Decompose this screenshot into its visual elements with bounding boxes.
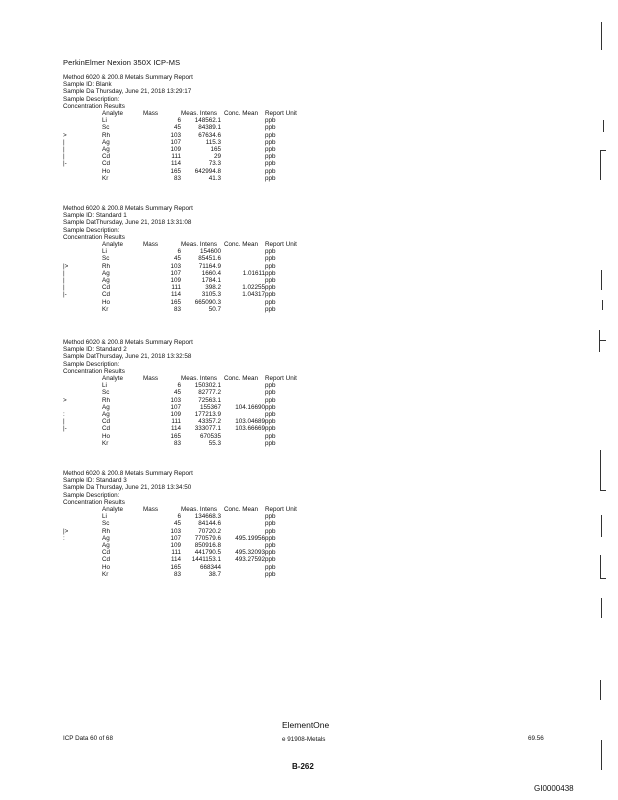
cell-conc-mean: 1.04317 [242, 291, 265, 299]
cell-meas-intens: 398.2 [205, 284, 221, 292]
table-row [63, 298, 276, 306]
row-marker: |> [63, 262, 69, 270]
sample-date-line: Sample DatThursday, June 21, 2018 13:32:58 [63, 353, 192, 361]
row-marker: | [63, 418, 65, 426]
sample-report-section [63, 339, 297, 447]
table-row [63, 305, 276, 313]
cell-mass: 6 [177, 513, 181, 521]
column-header-conc-mean: Conc. Mean [224, 110, 258, 118]
cell-report-unit: ppb [265, 439, 276, 447]
table-row [63, 563, 276, 571]
cell-analyte: Cd [102, 160, 111, 168]
table-row [63, 425, 276, 433]
column-header-analyte: Analyte [102, 241, 124, 249]
cell-mass: 6 [177, 248, 181, 256]
column-header-meas-intens: Meas. Intens [181, 375, 218, 383]
cell-report-unit: ppb [265, 556, 276, 564]
cell-mass: 114 [170, 291, 181, 299]
scan-edge-mark [601, 515, 602, 537]
cell-analyte: Kr [102, 570, 109, 578]
cell-meas-intens: 41.3 [208, 174, 221, 182]
table-row [63, 153, 276, 161]
cell-analyte: Rh [102, 262, 111, 270]
cell-analyte: Ag [102, 138, 110, 146]
cell-mass: 103 [170, 262, 181, 270]
cell-report-unit: ppb [265, 396, 276, 404]
cell-report-unit: ppb [265, 145, 276, 153]
scan-edge-mark [602, 300, 603, 310]
cell-mass: 109 [170, 276, 181, 284]
cell-conc-mean: 1.02255 [242, 284, 265, 292]
cell-report-unit: ppb [265, 563, 276, 571]
table-row [63, 549, 276, 557]
table-row [63, 432, 276, 440]
cell-analyte: Cd [102, 153, 111, 161]
scan-edge-mark [600, 555, 601, 579]
sample-report-section [63, 74, 297, 182]
table-row [63, 269, 276, 277]
cell-analyte: Li [102, 382, 107, 390]
concentration-results-heading: Concentration Results [63, 233, 125, 241]
cell-mass: 109 [170, 541, 181, 549]
scan-edge-mark [601, 270, 602, 290]
column-header-report-unit: Report Unit [265, 241, 297, 249]
cell-meas-intens: 84144.6 [198, 520, 221, 528]
scan-edge-mark [600, 490, 606, 491]
cell-meas-intens: 67634.6 [198, 131, 221, 139]
cell-analyte: Rh [102, 527, 111, 535]
row-marker: |- [63, 160, 67, 168]
table-row [63, 520, 276, 528]
cell-mass: 107 [170, 534, 181, 542]
cell-mass: 45 [173, 124, 181, 132]
cell-report-unit: ppb [265, 513, 276, 521]
table-row [63, 248, 276, 256]
cell-report-unit: ppb [265, 174, 276, 182]
cell-analyte: Cd [102, 418, 111, 426]
cell-meas-intens: 148562.1 [194, 117, 221, 125]
column-header-report-unit: Report Unit [265, 375, 297, 383]
scan-edge-mark [601, 740, 602, 770]
cell-analyte: Li [102, 248, 107, 256]
row-marker: |- [63, 291, 67, 299]
method-line: Method 6020 & 200.8 Metals Summary Report [63, 339, 193, 346]
cell-mass: 165 [170, 298, 181, 306]
table-row [63, 513, 276, 521]
cell-mass: 165 [170, 563, 181, 571]
cell-report-unit: ppb [265, 138, 276, 146]
cell-mass: 83 [173, 174, 181, 182]
cell-meas-intens: 642994.8 [194, 167, 221, 175]
sample-report-section [63, 470, 297, 578]
sample-id-line: Sample ID: Standard 1 [63, 212, 127, 220]
cell-report-unit: ppb [265, 131, 276, 139]
cell-meas-intens: 85451.6 [198, 255, 221, 263]
cell-report-unit: ppb [265, 410, 276, 418]
table-row [63, 410, 276, 418]
table-row [63, 418, 276, 426]
cell-mass: 111 [171, 418, 181, 426]
cell-meas-intens: 770579.6 [194, 534, 221, 542]
row-marker: | [63, 145, 65, 153]
cell-meas-intens: 177213.9 [194, 410, 221, 418]
cell-analyte: Cd [102, 291, 111, 299]
cell-report-unit: ppb [265, 549, 276, 557]
cell-report-unit: ppb [265, 298, 276, 306]
cell-meas-intens: 1660.4 [201, 269, 221, 277]
cell-mass: 83 [173, 305, 181, 313]
instrument-title: PerkinElmer Nexion 350X ICP-MS [63, 58, 181, 67]
table-row [63, 541, 276, 549]
cell-mass: 103 [170, 396, 181, 404]
cell-mass: 165 [170, 167, 181, 175]
cell-meas-intens: 43357.2 [198, 418, 221, 426]
cell-analyte: Sc [102, 255, 110, 263]
table-header-row [63, 506, 297, 514]
row-marker: |> [63, 527, 69, 535]
cell-analyte: Kr [102, 174, 109, 182]
cell-mass: 107 [170, 403, 181, 411]
sample-id-line: Sample ID: Blank [63, 81, 112, 89]
company-name: ElementOne [282, 720, 330, 730]
table-row [63, 138, 276, 146]
cell-report-unit: ppb [265, 167, 276, 175]
cell-meas-intens: 1784.1 [201, 276, 221, 284]
table-header-row [63, 375, 297, 383]
column-header-conc-mean: Conc. Mean [224, 375, 258, 383]
cell-analyte: Ho [102, 432, 111, 440]
cell-report-unit: ppb [265, 570, 276, 578]
cell-mass: 103 [170, 527, 181, 535]
cell-report-unit: ppb [265, 403, 276, 411]
cell-meas-intens: 670535 [199, 432, 221, 440]
sample-id-line: Sample ID: Standard 2 [63, 346, 127, 354]
cell-report-unit: ppb [265, 117, 276, 125]
column-header-mass: Mass [143, 375, 159, 383]
row-marker: | [63, 276, 65, 284]
cell-mass: 103 [170, 131, 181, 139]
cell-meas-intens: 84389.1 [198, 124, 221, 132]
cell-report-unit: ppb [265, 255, 276, 263]
cell-report-unit: ppb [265, 262, 276, 270]
table-header-row [63, 110, 297, 118]
cell-report-unit: ppb [265, 425, 276, 433]
table-row [63, 117, 276, 125]
table-row [63, 145, 276, 153]
scan-edge-mark [600, 150, 606, 151]
cell-analyte: Ho [102, 167, 111, 175]
cell-report-unit: ppb [265, 527, 276, 535]
column-header-conc-mean: Conc. Mean [224, 506, 258, 514]
cell-analyte: Cd [102, 549, 111, 557]
cell-conc-mean: 103.66669 [235, 425, 265, 433]
cell-meas-intens: 38.7 [208, 570, 221, 578]
column-header-report-unit: Report Unit [265, 110, 297, 118]
concentration-results-heading: Concentration Results [63, 102, 125, 110]
cell-meas-intens: 134668.3 [194, 513, 221, 521]
sample-report-section [63, 205, 297, 313]
row-marker: | [63, 153, 65, 161]
cell-analyte: Ag [102, 541, 110, 549]
cell-report-unit: ppb [265, 248, 276, 256]
cell-report-unit: ppb [265, 520, 276, 528]
cell-report-unit: ppb [265, 284, 276, 292]
table-row [63, 527, 276, 535]
cell-analyte: Ag [102, 410, 110, 418]
sample-description-line: Sample Description: [63, 360, 120, 368]
cell-mass: 83 [173, 570, 181, 578]
footer-left-text: ICP Data 60 of 68 [63, 735, 113, 742]
scan-edge-mark [603, 120, 604, 132]
bates-number: GI0000438 [534, 784, 574, 793]
cell-meas-intens: 155367 [199, 403, 221, 411]
cell-conc-mean: 1.01611 [242, 269, 265, 277]
cell-mass: 45 [173, 520, 181, 528]
sample-description-line: Sample Description: [63, 491, 120, 499]
cell-meas-intens: 665090.3 [194, 298, 221, 306]
cell-mass: 107 [170, 269, 181, 277]
table-row [63, 160, 276, 168]
row-marker: | [63, 138, 65, 146]
cell-meas-intens: 441790.5 [194, 549, 221, 557]
cell-mass: 45 [173, 255, 181, 263]
column-header-mass: Mass [143, 506, 159, 514]
cell-mass: 107 [170, 138, 181, 146]
column-header-analyte: Analyte [102, 110, 124, 118]
method-line: Method 6020 & 200.8 Metals Summary Report [63, 74, 193, 81]
cell-analyte: Kr [102, 305, 109, 313]
cell-mass: 114 [170, 160, 181, 168]
column-header-conc-mean: Conc. Mean [224, 241, 258, 249]
cell-mass: 6 [177, 117, 181, 125]
cell-meas-intens: 1441153.1 [191, 556, 221, 564]
footer-right-number: 69.56 [528, 735, 544, 742]
cell-analyte: Cd [102, 284, 111, 292]
cell-mass: 111 [171, 153, 181, 161]
scan-edge-mark [599, 330, 600, 352]
cell-meas-intens: 55.3 [208, 439, 221, 447]
cell-meas-intens: 150302.1 [194, 382, 221, 390]
column-header-mass: Mass [143, 110, 159, 118]
cell-analyte: Sc [102, 520, 110, 528]
scan-edge-mark [601, 598, 602, 618]
table-row [63, 570, 276, 578]
column-header-analyte: Analyte [102, 375, 124, 383]
cell-analyte: Sc [102, 124, 110, 132]
cell-analyte: Rh [102, 396, 111, 404]
cell-analyte: Ag [102, 403, 110, 411]
cell-mass: 165 [170, 432, 181, 440]
cell-mass: 83 [173, 439, 181, 447]
table-row [63, 124, 276, 132]
method-line: Method 6020 & 200.8 Metals Summary Report [63, 470, 193, 477]
cell-mass: 114 [170, 425, 181, 433]
cell-analyte: Li [102, 117, 107, 125]
cell-meas-intens: 71164.9 [198, 262, 221, 270]
cell-meas-intens: 29 [213, 153, 221, 161]
row-marker: : [63, 534, 65, 542]
table-row [63, 556, 276, 564]
table-row [63, 255, 276, 263]
cell-mass: 111 [171, 549, 181, 557]
cell-mass: 109 [170, 145, 181, 153]
cell-report-unit: ppb [265, 534, 276, 542]
scan-edge-mark [600, 340, 606, 341]
cell-report-unit: ppb [265, 418, 276, 426]
cell-meas-intens: 165 [210, 145, 221, 153]
cell-conc-mean: 493.27592 [235, 556, 265, 564]
table-row [63, 276, 276, 284]
row-marker: > [63, 396, 67, 404]
cell-analyte: Kr [102, 439, 109, 447]
table-row [63, 382, 276, 390]
sample-date-line: Sample DatThursday, June 21, 2018 13:31:08 [63, 219, 192, 227]
scan-edge-mark [600, 578, 606, 579]
scan-edge-mark [600, 680, 601, 700]
column-header-mass: Mass [143, 241, 159, 249]
table-row [63, 439, 276, 447]
cell-meas-intens: 50.7 [208, 305, 221, 313]
scan-edge-mark [600, 450, 601, 490]
concentration-results-heading: Concentration Results [63, 367, 125, 375]
cell-mass: 6 [177, 382, 181, 390]
cell-report-unit: ppb [265, 269, 276, 277]
cell-meas-intens: 115.3 [205, 138, 221, 146]
cell-analyte: Ag [102, 534, 110, 542]
cell-meas-intens: 82777.2 [198, 389, 221, 397]
cell-analyte: Rh [102, 131, 111, 139]
cell-mass: 45 [173, 389, 181, 397]
sample-description-line: Sample Description: [63, 226, 120, 234]
cell-conc-mean: 495.32093 [235, 549, 265, 557]
cell-meas-intens: 850916.8 [194, 541, 221, 549]
column-header-report-unit: Report Unit [265, 506, 297, 514]
cell-report-unit: ppb [265, 305, 276, 313]
sample-id-line: Sample ID: Standard 3 [63, 477, 127, 485]
cell-analyte: Cd [102, 556, 111, 564]
cell-conc-mean: 104.16690 [235, 403, 265, 411]
row-marker: |- [63, 425, 67, 433]
table-row [63, 174, 276, 182]
cell-report-unit: ppb [265, 389, 276, 397]
cell-analyte: Ag [102, 145, 110, 153]
table-header-row [63, 241, 297, 249]
sample-date-line: Sample Da Thursday, June 21, 2018 13:34:50 [63, 484, 192, 492]
cell-analyte: Ho [102, 298, 111, 306]
cell-report-unit: ppb [265, 432, 276, 440]
cell-analyte: Sc [102, 389, 110, 397]
cell-meas-intens: 73.3 [208, 160, 221, 168]
cell-conc-mean: 103.04689 [235, 418, 265, 426]
cell-report-unit: ppb [265, 160, 276, 168]
column-header-meas-intens: Meas. Intens [181, 110, 218, 118]
row-marker: : [63, 410, 65, 418]
column-header-analyte: Analyte [102, 506, 124, 514]
cell-report-unit: ppb [265, 276, 276, 284]
cell-analyte: Cd [102, 425, 111, 433]
row-marker: > [63, 131, 67, 139]
cell-report-unit: ppb [265, 124, 276, 132]
table-row [63, 534, 276, 542]
cell-mass: 109 [170, 410, 181, 418]
cell-meas-intens: 668344 [199, 563, 221, 571]
column-header-meas-intens: Meas. Intens [181, 241, 218, 249]
concentration-results-heading: Concentration Results [63, 498, 125, 506]
cell-mass: 114 [170, 556, 181, 564]
cell-analyte: Ho [102, 563, 111, 571]
column-header-meas-intens: Meas. Intens [181, 506, 218, 514]
footer-project: e 91908-Metals [282, 736, 326, 743]
cell-meas-intens: 154600 [199, 248, 221, 256]
scan-edge-mark [600, 150, 601, 180]
cell-report-unit: ppb [265, 541, 276, 549]
row-marker: | [63, 284, 65, 292]
cell-meas-intens: 72563.1 [198, 396, 221, 404]
sample-description-line: Sample Description: [63, 95, 120, 103]
method-line: Method 6020 & 200.8 Metals Summary Report [63, 205, 193, 212]
table-row [63, 262, 276, 270]
cell-meas-intens: 3105.3 [201, 291, 221, 299]
table-row [63, 284, 276, 292]
table-row [63, 403, 276, 411]
cell-meas-intens: 333077.1 [194, 425, 221, 433]
table-row [63, 389, 276, 397]
cell-report-unit: ppb [265, 153, 276, 161]
table-row [63, 396, 276, 404]
table-row [63, 131, 276, 139]
sample-date-line: Sample Da Thursday, June 21, 2018 13:29:17 [63, 88, 192, 96]
table-row [63, 167, 276, 175]
table-row [63, 291, 276, 299]
page-number: B-262 [292, 762, 314, 771]
cell-mass: 111 [171, 284, 181, 292]
cell-report-unit: ppb [265, 291, 276, 299]
cell-conc-mean: 495.19956 [235, 534, 265, 542]
cell-meas-intens: 70720.2 [198, 527, 221, 535]
cell-report-unit: ppb [265, 382, 276, 390]
cell-analyte: Ag [102, 276, 110, 284]
cell-analyte: Ag [102, 269, 110, 277]
row-marker: | [63, 269, 65, 277]
scan-edge-mark [601, 22, 602, 50]
cell-analyte: Li [102, 513, 107, 521]
